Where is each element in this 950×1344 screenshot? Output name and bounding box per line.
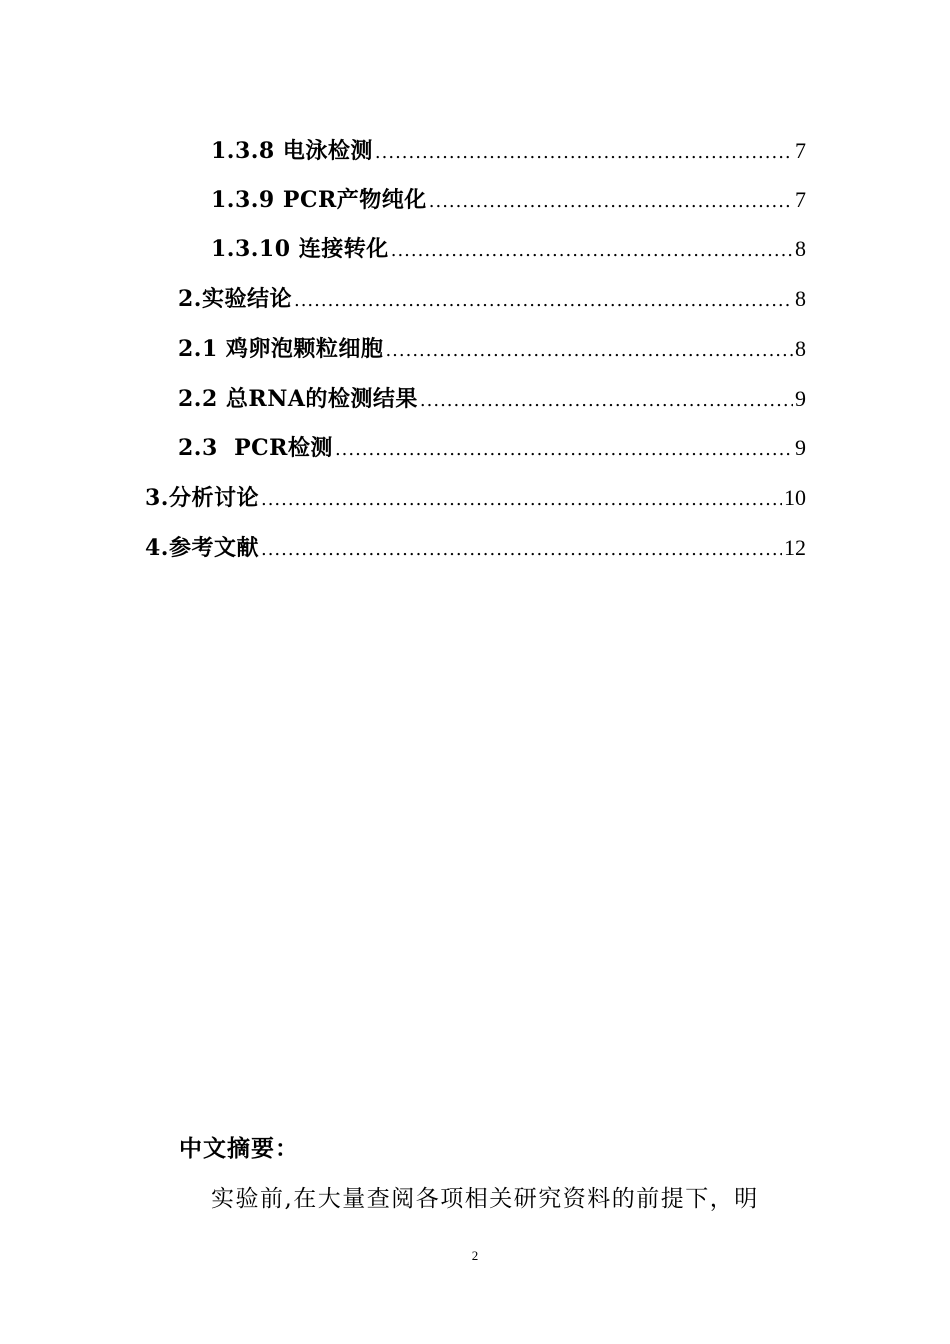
abstract-paragraph: 实验前,在大量查阅各项相关研究资料的前提下，明 (211, 1186, 759, 1212)
toc-entry[interactable] (178, 334, 806, 364)
toc-entry[interactable] (211, 185, 806, 215)
toc-entry-page: 8 (795, 236, 806, 261)
toc-entry-page: 8 (795, 286, 806, 311)
toc-entry-label: 4.参考文献 (145, 535, 259, 561)
page-number: 2 (471, 1248, 479, 1263)
abstract-heading: 中文摘要： (179, 1135, 299, 1162)
toc-entry[interactable] (178, 384, 806, 414)
toc-entry-label: 3.分析讨论 (145, 485, 259, 511)
toc-entry-label: 1.3.8 电泳检测 (211, 138, 373, 164)
toc-entry-page: 9 (795, 435, 806, 460)
toc-entry[interactable] (145, 533, 806, 563)
toc-entry-label: 2.1 鸡卵泡颗粒细胞 (178, 336, 384, 362)
toc-entry-label: 1.3.9 PCR产物纯化 (211, 187, 427, 213)
toc-entry-page: 12 (784, 535, 806, 560)
toc-entry[interactable] (211, 136, 806, 166)
toc-entry[interactable] (145, 483, 806, 513)
toc-leader-dots (294, 286, 793, 316)
toc-entry-page: 7 (795, 138, 806, 163)
toc-leader-dots (429, 187, 793, 217)
toc-entry-page: 9 (795, 386, 806, 411)
toc-leader-dots (335, 435, 793, 465)
toc-leader-dots (261, 485, 782, 515)
toc-entry-label: 2.3 PCR检测 (178, 435, 333, 461)
toc-entry-page: 10 (784, 485, 806, 510)
toc-leader-dots (261, 535, 782, 565)
toc-entry-label: 2.实验结论 (178, 286, 292, 312)
toc-entry-page: 7 (795, 187, 806, 212)
toc-leader-dots (391, 236, 793, 266)
toc-entry[interactable] (178, 284, 806, 314)
toc-entry[interactable] (178, 433, 806, 463)
toc-leader-dots (375, 138, 793, 168)
toc-entry[interactable] (211, 234, 806, 264)
toc-leader-dots (420, 386, 793, 416)
toc-entry-label: 1.3.10 连接转化 (211, 236, 389, 262)
toc-entry-label: 2.2 总RNA的检测结果 (178, 386, 418, 412)
toc-leader-dots (385, 336, 793, 366)
toc-entry-page: 8 (795, 336, 806, 361)
